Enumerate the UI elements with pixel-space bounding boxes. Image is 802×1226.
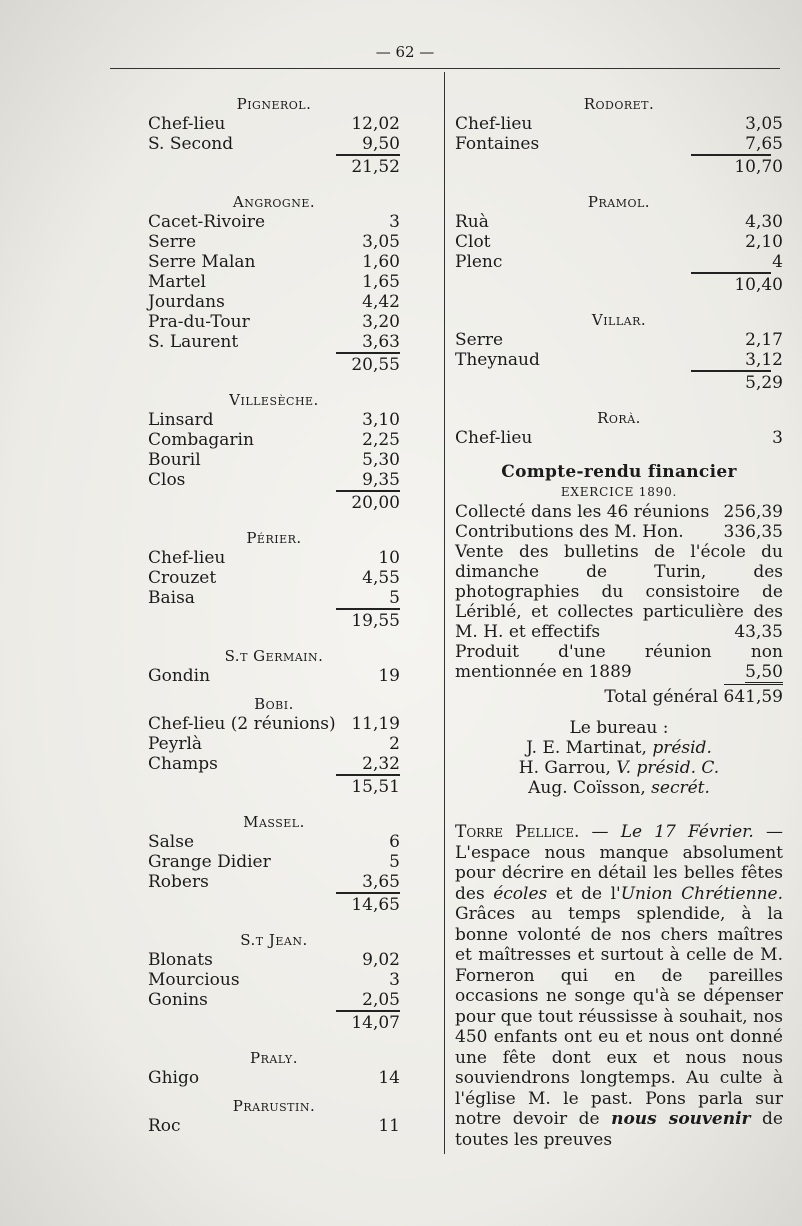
row-amount: 9,02: [362, 950, 400, 970]
row-location: S. Second: [148, 134, 234, 154]
row-amount: 12,02: [351, 114, 400, 134]
section-total: 5,29: [745, 373, 783, 393]
row-amount: 7,65: [745, 134, 783, 154]
row-location: Crouzet: [148, 568, 217, 588]
table-row: [148, 430, 400, 450]
bureau-secretary: [455, 778, 783, 798]
row-amount: 10: [378, 548, 400, 568]
table-row: [455, 134, 783, 154]
president-name: J. E. Martinat,: [526, 738, 647, 758]
left-column: [148, 92, 400, 1142]
vice-president-name: H. Garrou,: [518, 758, 611, 778]
row-location: Gondin: [148, 666, 211, 686]
table-row: [148, 212, 400, 232]
row-amount: 2,10: [745, 232, 783, 252]
compte-rendu-title: Compte-rendu financier: [501, 462, 737, 482]
section-total: 10,70: [734, 157, 783, 177]
bureau-label: Le bureau :: [569, 718, 669, 738]
secretary-name: Aug. Coïsson,: [528, 778, 646, 798]
right-sections: [455, 94, 783, 454]
news-dash: —: [579, 822, 621, 842]
row-amount: 3,12: [745, 350, 783, 370]
produit-paragraph: [455, 642, 783, 682]
row-location: S. Laurent: [148, 332, 239, 352]
section-total: 20,55: [351, 355, 400, 375]
row-location: Mourcious: [148, 970, 240, 990]
row-amount: 5: [389, 588, 400, 608]
produit-amount: 5,50: [745, 662, 783, 682]
section-heading-pignerol: Pignerol.: [236, 95, 312, 113]
contributions-row: [455, 522, 783, 542]
section-total: 14,65: [351, 895, 400, 915]
row-amount: 2: [389, 734, 400, 754]
row-amount: 2,32: [362, 754, 400, 774]
row-location: Clos: [148, 470, 186, 490]
table-row: [148, 232, 400, 252]
news-text-1: — L'espace nous manque absolument pour décrire en détail les belles fêtes des: [455, 822, 784, 904]
section-heading-bobi: Bobi.: [254, 695, 294, 713]
news-union: Union Chrétienne.: [620, 883, 783, 904]
table-row: [148, 292, 400, 312]
row-amount: 4,30: [745, 212, 783, 232]
row-location: Gonins: [148, 990, 208, 1010]
table-row: [455, 114, 783, 134]
page-number: — 62 —: [375, 43, 435, 61]
table-row: [148, 872, 400, 892]
row-amount: 4,55: [362, 568, 400, 588]
row-amount: 3,05: [745, 114, 783, 134]
section-heading-perier: Périer.: [246, 529, 302, 547]
row-location: Grange Didier: [148, 852, 271, 872]
row-location: Champs: [148, 754, 218, 774]
table-row: [148, 114, 400, 134]
contributions-amount: 336,35: [723, 522, 783, 542]
collecte-amount: 256,39: [723, 502, 783, 522]
table-row: [148, 852, 400, 872]
vice-president-role: V. présid. C.: [616, 758, 720, 778]
table-row: [148, 568, 400, 588]
bureau-president: [455, 738, 783, 758]
row-location: Salse: [148, 832, 195, 852]
vente-text: Vente des bulletins de l'école du dimanche de Turin, des photographies du consistoire de Lériblé, et collectes particulière des M. H. et effectifs: [455, 542, 783, 642]
table-row: [148, 1068, 400, 1088]
vente-amount: 43,35: [734, 622, 783, 642]
row-location: Chef-lieu: [148, 114, 226, 134]
row-amount: 3,05: [362, 232, 400, 252]
row-location: Plenc: [455, 252, 503, 272]
row-amount: 5,30: [362, 450, 400, 470]
row-amount: 4: [772, 252, 783, 272]
section-heading-massel: Massel.: [243, 813, 305, 831]
row-location: Pra-du-Tour: [148, 312, 250, 332]
row-location: Roc: [148, 1116, 181, 1136]
row-amount: 3: [389, 970, 400, 990]
row-location: Ruà: [455, 212, 489, 232]
row-location: Serre: [148, 232, 197, 252]
produit-text: Produit d'une réunion non mentionnée en 1889: [455, 642, 783, 682]
row-amount: 3,65: [362, 872, 400, 892]
row-location: Cacet-Rivoire: [148, 212, 265, 232]
section-heading-s-t-jean: S.t Jean.: [240, 931, 308, 949]
row-amount: 3,63: [362, 332, 400, 352]
news-souvenir: nous souvenir: [611, 1109, 751, 1129]
section-heading-praly: Praly.: [250, 1049, 298, 1067]
row-amount: 2,17: [745, 330, 783, 350]
table-row: [148, 990, 400, 1010]
table-row: [148, 714, 400, 734]
total-general-label: Total général: [604, 687, 719, 707]
top-rule: [110, 68, 780, 69]
row-amount: 5: [389, 852, 400, 872]
row-amount: 4,42: [362, 292, 400, 312]
table-row: [148, 970, 400, 990]
row-amount: 1,65: [362, 272, 400, 292]
section-total: 10,40: [734, 275, 783, 295]
row-location: Blonats: [148, 950, 213, 970]
compte-rendu-subtitle: EXERCICE 1890.: [560, 485, 678, 499]
news-date: Le 17 Février.: [620, 822, 754, 842]
table-row: [148, 332, 400, 352]
right-column: [455, 92, 783, 1150]
row-amount: 19: [378, 666, 400, 686]
table-row: [455, 350, 783, 370]
table-row: [148, 588, 400, 608]
table-row: [148, 734, 400, 754]
section-total: 21,52: [351, 157, 400, 177]
table-row: [148, 1116, 400, 1136]
bureau-vice-president: [455, 758, 783, 778]
news-place: Torre Pellice.: [455, 822, 580, 842]
table-row: [148, 410, 400, 430]
table-row: [148, 272, 400, 292]
row-amount: 9,50: [362, 134, 400, 154]
table-row: [148, 470, 400, 490]
row-amount: 3,10: [362, 410, 400, 430]
section-heading-villar: Villar.: [591, 311, 647, 329]
row-location: Robers: [148, 872, 209, 892]
section-total: 19,55: [351, 611, 400, 631]
table-row: [455, 428, 783, 448]
row-amount: 9,35: [362, 470, 400, 490]
news-paragraph: [455, 822, 783, 1150]
row-location: Chef-lieu: [148, 548, 226, 568]
table-row: [148, 548, 400, 568]
section-heading-angrogne: Angrogne.: [232, 193, 316, 211]
news-text-2: et de l': [547, 883, 621, 904]
row-amount: 11: [378, 1116, 400, 1136]
row-location: Baisa: [148, 588, 195, 608]
news-text-4: de toutes les preuves: [455, 1109, 783, 1150]
table-row: [148, 666, 400, 686]
row-amount: 1,60: [362, 252, 400, 272]
row-amount: 3,20: [362, 312, 400, 332]
contributions-label: Contributions des M. Hon.: [455, 522, 684, 542]
row-location: Clot: [455, 232, 491, 252]
table-row: [455, 212, 783, 232]
secretary-role: secrét.: [651, 778, 710, 798]
total-general-amount: 641,59: [724, 684, 783, 708]
table-row: [455, 330, 783, 350]
president-role: présid.: [652, 738, 712, 758]
table-row: [455, 252, 783, 272]
news-ecoles: écoles: [493, 883, 548, 904]
column-divider: [444, 72, 445, 1154]
table-row: [148, 450, 400, 470]
row-location: Combagarin: [148, 430, 254, 450]
collecte-row: [455, 502, 783, 522]
section-heading-prarustin: Prarustin.: [232, 1097, 316, 1115]
section-heading-pramol: Pramol.: [587, 193, 651, 211]
row-amount: 2,25: [362, 430, 400, 450]
table-row: [148, 754, 400, 774]
row-amount: 14: [378, 1068, 400, 1088]
row-location: Bouril: [148, 450, 201, 470]
table-row: [148, 950, 400, 970]
row-location: Jourdans: [148, 292, 225, 312]
row-amount: 3: [389, 212, 400, 232]
row-amount: 6: [389, 832, 400, 852]
section-total: 15,51: [351, 777, 400, 797]
row-amount: 2,05: [362, 990, 400, 1010]
news-text-3: Grâces au temps splendide, à la bonne volonté de nos chers maîtres et maîtresses et surtout à celle de M. Forneron qui en de pareilles occasions ne songe qu'à se dépenser pour que tout réussisse à souhait, nos 450 enfants ont eu et nous ont donné une fête dont eux et nous nous souviendrons longtemps. Au culte à l'église M. le past. Pons parla sur notre devoir de: [455, 904, 783, 1129]
table-row: [148, 134, 400, 154]
table-row: [148, 252, 400, 272]
section-heading-rora: Rorà.: [597, 409, 641, 427]
table-row: [148, 312, 400, 332]
row-location: Martel: [148, 272, 206, 292]
bureau-block: [455, 718, 783, 798]
section-heading-s-t-germain: S.t Germain.: [224, 647, 324, 665]
section-heading-rodoret: Rodoret.: [583, 95, 655, 113]
section-total: 14,07: [351, 1013, 400, 1033]
row-location: Chef-lieu (2 réunions): [148, 714, 336, 734]
total-general-row: [455, 684, 783, 706]
vente-paragraph: [455, 542, 783, 642]
row-location: Linsard: [148, 410, 214, 430]
row-location: Chef-lieu: [455, 428, 533, 448]
row-location: Chef-lieu: [455, 114, 533, 134]
row-location: Serre: [455, 330, 504, 350]
table-row: [148, 832, 400, 852]
table-row: [455, 232, 783, 252]
row-location: Peyrlà: [148, 734, 203, 754]
row-location: Theynaud: [455, 350, 540, 370]
row-location: Fontaines: [455, 134, 540, 154]
collecte-label: Collecté dans les 46 réunions: [455, 502, 710, 522]
row-amount: 11,19: [351, 714, 400, 734]
row-location: Serre Malan: [148, 252, 256, 272]
section-total: 20,00: [351, 493, 400, 513]
row-amount: 3: [772, 428, 783, 448]
section-heading-villeseche: Villesèche.: [229, 391, 319, 409]
row-location: Ghigo: [148, 1068, 200, 1088]
